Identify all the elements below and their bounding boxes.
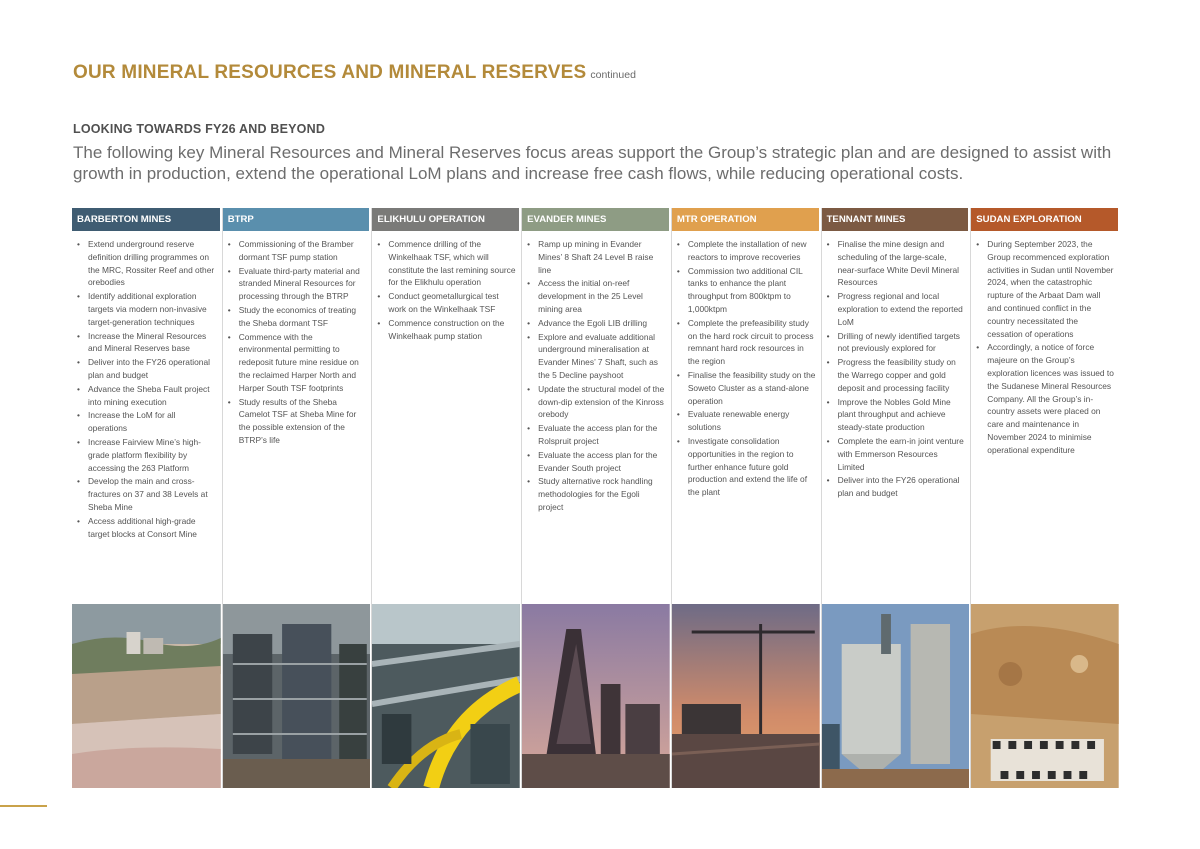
focus-area-column xyxy=(521,208,671,788)
focus-list-item: • Advance the Egoli LIB drilling xyxy=(538,317,666,330)
column-header: ELIKHULU OPERATION xyxy=(372,208,519,231)
focus-list-item: • Advance the Sheba Fault project into mining execution xyxy=(88,383,217,409)
focus-list-item: • Drilling of newly identified targets not previously explored for xyxy=(838,330,966,356)
focus-list-item: • Commence with the environmental permitting to redeposit future mine residue on the reclaimed Harper North and Harper South TSF footprints xyxy=(239,331,367,395)
focus-list-item: • Develop the main and cross-fractures on 37 and 38 Levels at Sheba Mine xyxy=(88,475,217,513)
column-body xyxy=(822,231,971,604)
focus-list-item: • Deliver into the FY26 operational plan and budget xyxy=(838,474,966,500)
focus-list-item: • Access additional high-grade target blocks at Consort Mine xyxy=(88,515,217,541)
column-body xyxy=(672,231,821,604)
pipes-machinery-photo xyxy=(372,604,520,788)
focus-list-item: • Evaluate renewable energy solutions xyxy=(688,408,816,434)
page-title xyxy=(73,62,636,84)
focus-area-column xyxy=(671,208,821,788)
column-body xyxy=(72,231,222,604)
column-header: SUDAN EXPLORATION xyxy=(971,208,1118,231)
focus-list-item: • Complete the installation of new reactors to improve recoveries xyxy=(688,238,816,264)
focus-list-item: • Conduct geometallurgical test work on the Winkelhaak TSF xyxy=(388,290,516,316)
focus-list xyxy=(975,238,1115,457)
focus-list-item: • Increase the Mineral Resources and Mineral Reserves base xyxy=(88,330,217,356)
plant-silo-photo xyxy=(822,604,970,788)
section-subheading: LOOKING TOWARDS FY26 AND BEYOND xyxy=(73,122,326,136)
focus-list-item: • Evaluate the access plan for the Rolspruit project xyxy=(538,422,666,448)
column-body xyxy=(971,231,1120,604)
focus-area-column xyxy=(72,208,222,788)
focus-area-column xyxy=(371,208,521,788)
focus-area-column xyxy=(821,208,971,788)
focus-list-item: • Study alternative rock handling methodologies for the Egoli project xyxy=(538,475,666,513)
focus-list-item: • Investigate consolidation opportunities in the region to further enhance future gold production and extend the life of the plant xyxy=(688,435,816,499)
focus-areas-grid xyxy=(72,208,1120,788)
column-body xyxy=(522,231,671,604)
headgear-photo xyxy=(522,604,670,788)
page-title-text: OUR MINERAL RESOURCES AND MINERAL RESERVES xyxy=(73,62,587,83)
focus-list-item: • Commissioning of the Bramber dormant TSF pump station xyxy=(239,238,367,264)
focus-list-item: • Identify additional exploration targets via modern non-invasive target-generation techniques xyxy=(88,290,217,328)
page-corner-rule xyxy=(0,805,47,807)
column-header: EVANDER MINES xyxy=(522,208,669,231)
focus-list-item: • Increase the LoM for all operations xyxy=(88,409,217,435)
focus-list-item: • Accordingly, a notice of force majeure on the Group’s exploration licences was issued to the Sudanese Mineral Resources Company. All the Group’s in-country assets were placed on care and maintenance in November 2024 to minimise operational expenditure xyxy=(987,341,1115,456)
column-header: BTRP xyxy=(223,208,370,231)
focus-list-item: • Commence construction on the Winkelhaak pump station xyxy=(388,317,516,343)
focus-list xyxy=(826,238,966,500)
focus-list xyxy=(676,238,816,499)
focus-list-item: • Extend underground reserve definition drilling programmes on the MRC, Rossiter Reef and other orebodies xyxy=(88,238,217,289)
column-header: TENNANT MINES xyxy=(822,208,969,231)
focus-list-item: • Finalise the mine design and scheduling of the large-scale, near-surface White Devil Mineral Resources xyxy=(838,238,966,289)
focus-area-column xyxy=(222,208,372,788)
focus-list-item: • Increase Fairview Mine’s high-grade platform flexibility by accessing the 263 Platform xyxy=(88,436,217,474)
focus-list-item: • Study the economics of treating the Sheba dormant TSF xyxy=(239,304,367,330)
focus-list xyxy=(526,238,666,514)
focus-list-item: • Access the initial on-reef development in the 25 Level mining area xyxy=(538,277,666,315)
page-title-suffix: continued xyxy=(590,69,636,81)
focus-list-item: • Study results of the Sheba Camelot TSF at Sheba Mine for the possible extension of the BTRP’s life xyxy=(239,396,367,447)
focus-list xyxy=(76,238,217,540)
focus-list-item: • Complete the earn-in joint venture with Emmerson Resources Limited xyxy=(838,435,966,473)
column-body xyxy=(372,231,521,604)
focus-list-item: • Commission two additional CIL tanks to enhance the plant throughput from 800ktpm to 1,000ktpm xyxy=(688,265,816,316)
focus-list-item: • Progress regional and local exploration to extend the reported LoM xyxy=(838,290,966,328)
intro-paragraph: The following key Mineral Resources and Mineral Reserves focus areas support the Group’s strategic plan and are designed to assist with growth in production, extend the operational LoM plans and increase free cash flows, while reducing operational costs. xyxy=(73,143,1112,183)
column-header: BARBERTON MINES xyxy=(72,208,220,231)
focus-list-item: • Commence drilling of the Winkelhaak TSF, which will constitute the last remining source for the Elikhulu operation xyxy=(388,238,516,289)
focus-list-item: • Ramp up mining in Evander Mines’ 8 Shaft 24 Level B raise line xyxy=(538,238,666,276)
focus-list-item: • Evaluate third-party material and stranded Mineral Resources for processing through the BTRP xyxy=(239,265,367,303)
focus-list-item: • Deliver into the FY26 operational plan and budget xyxy=(88,356,217,382)
focus-list-item: • Update the structural model of the down-dip extension of the Kinross orebody xyxy=(538,383,666,421)
focus-list-item: • Improve the Nobles Gold Mine plant throughput and achieve steady-state production xyxy=(838,396,966,434)
focus-list-item: • Explore and evaluate additional underground mineralisation at Evander Mines’ 7 Shaft, such as the 5 Decline payshoot xyxy=(538,331,666,382)
column-header: MTR OPERATION xyxy=(672,208,819,231)
focus-list xyxy=(376,238,516,342)
focus-list-item: • Progress the feasibility study on the Warrego copper and gold deposit and processing facility xyxy=(838,356,966,394)
focus-area-column xyxy=(970,208,1120,788)
mine-landscape-photo xyxy=(72,604,221,788)
crane-sunset-photo xyxy=(672,604,820,788)
focus-list xyxy=(227,238,367,447)
focus-list-item: • Finalise the feasibility study on the Soweto Cluster as a stand-alone operation xyxy=(688,369,816,407)
rock-core-sample-photo xyxy=(971,604,1119,788)
processing-plant-photo xyxy=(223,604,371,788)
focus-list-item: • Evaluate the access plan for the Evander South project xyxy=(538,449,666,475)
column-body xyxy=(223,231,372,604)
focus-list-item: • Complete the prefeasibility study on the hard rock circuit to process remnant hard rock resources in the region xyxy=(688,317,816,368)
focus-list-item: • During September 2023, the Group recommenced exploration activities in Sudan until November 2024, when the catastrophic rupture of the Arbaat Dam wall and continued conflict in the country necessitated the cessation of operations xyxy=(987,238,1115,340)
